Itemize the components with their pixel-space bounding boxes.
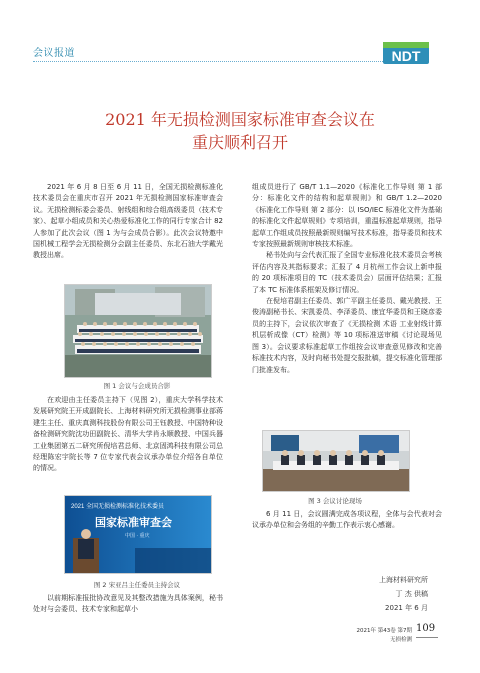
right-column-top bbox=[252, 182, 442, 376]
body-paragraph: 2021 年 6 月 8 日至 6 月 11 日，全国无损检测标准化技术委员会在重庆市召开 2021 年无损检测国家标准审查会议。无损检测标委会委员、射线组和综合组高级委员（技术专家）、起草小组成员和关心热爱标准化工作的同行专家合计 82 人参加了此次会议（图 1 为与会成员合影）。此次会议特邀中国机械工程学会无损检测分会副主任委员、东北石油大学戴光教授出席。 bbox=[33, 183, 223, 260]
banner-line1: 2021 全国无损检测标准化技术委员 bbox=[71, 504, 165, 510]
body-paragraph: 在欢迎由主任委员主持下（见图 2），重庆大学科学技术发展研究院王开成副院长、上海材料研究所无损检测事业部蒋建生主任、重庆真测科技股份有限公司王钰教授、中国特种设备检测研究院沈功田副院长、清华大学肖永顺教授、中国兵器工业集团第五二研究所倪培君总师、北京固鸿科技有限公司总经理陈宏宇院长等 7 位专家代表会议承办单位介绍各自单位的情况。 bbox=[33, 396, 223, 473]
left-column-middle bbox=[33, 395, 223, 475]
body-paragraph: 以前期标准报批协改意见及其整改措施为具体案例，秘书处对与会委员、技术专家和起草小 bbox=[33, 594, 223, 614]
author-organization: 上海材料研究所 bbox=[379, 576, 428, 584]
article-title-line2: 重庆顺利召开 bbox=[191, 133, 288, 152]
section-label: 会议报道 bbox=[33, 48, 75, 59]
article-title-line1: 2021 年无损检测国家标准审查会议在 bbox=[105, 110, 375, 129]
body-paragraph: 秘书处向与会代表汇报了全国专业标准化技术委员会考核评估内容及其指标要求；汇报了 4 月杭州工作会议上新申报的 20 项标准项目的 TC（技术委员会）层面评估结果；汇报了本 TC 标准体系框架及修订情况。 bbox=[252, 251, 442, 294]
footer-divider bbox=[416, 637, 438, 638]
banner-line2: 国家标准审查会 bbox=[95, 517, 172, 529]
left-column-bottom bbox=[33, 593, 223, 616]
left-column-top bbox=[33, 182, 223, 262]
logo-text: NDT bbox=[391, 48, 421, 64]
header-divider bbox=[33, 61, 425, 63]
figure-3-caption: 图 3 会议讨论现场 bbox=[308, 497, 362, 505]
journal-name: 无损检测 bbox=[389, 637, 412, 643]
body-paragraph: 在倪培君副主任委员、郭广平副主任委员、戴光教授、王俊涛副秘书长、宋凯委员、李泽委员、康宜华委员和王晓彦委员的主持下，会议依次审查了《无损检测 术语 工业射线计算机层析成像（CT）检测》等 10 项标准送审稿《讨论现场见图 3）。会议要求标准起草工作组按会议审查意见修改和完善标准技术内容，及时向秘书处提交报批稿，提交标准化管理部门批准发布。 bbox=[252, 297, 442, 374]
banner-line3: 中国 · 重庆 bbox=[125, 533, 150, 539]
figure-1-group-photo bbox=[64, 284, 212, 378]
figure-3-meeting-photo bbox=[262, 430, 410, 492]
figure-1-caption: 图 1 会议与会成员合影 bbox=[103, 382, 171, 390]
author-name: 丁 杰 供稿 bbox=[395, 590, 428, 598]
figure-2-podium-photo bbox=[64, 495, 212, 574]
journal-logo bbox=[383, 38, 429, 68]
page-number: 109 bbox=[416, 623, 436, 634]
figure-2-caption: 图 2 宋亚吕主任委员主持会议 bbox=[93, 581, 181, 589]
article-date: 2021 年 6 月 bbox=[385, 604, 428, 612]
journal-issue: 2021年 第43卷 第7期 bbox=[356, 628, 412, 634]
body-paragraph: 组成员进行了 GB/T 1.1—2020《标准化工作导则 第 1 部分：标准化文件的结构和起草规则》和 GB/T 1.2—2020《标准化工作导则 第 2 部分：以 ISO/IEC 标准化文件为基础的标准化文件起草规则》专项培训，重温标准起草规则，指导起草工作组成员按照最新规则编写技术标准，指导委员和技术专家按照最新规则审核技术标准。 bbox=[252, 183, 442, 249]
right-column-bottom bbox=[252, 509, 442, 532]
body-paragraph: 6 月 11 日，会议圆满完成各项议程，全体与会代表对会议承办单位和会务组的辛勤工作表示衷心感谢。 bbox=[252, 510, 442, 530]
